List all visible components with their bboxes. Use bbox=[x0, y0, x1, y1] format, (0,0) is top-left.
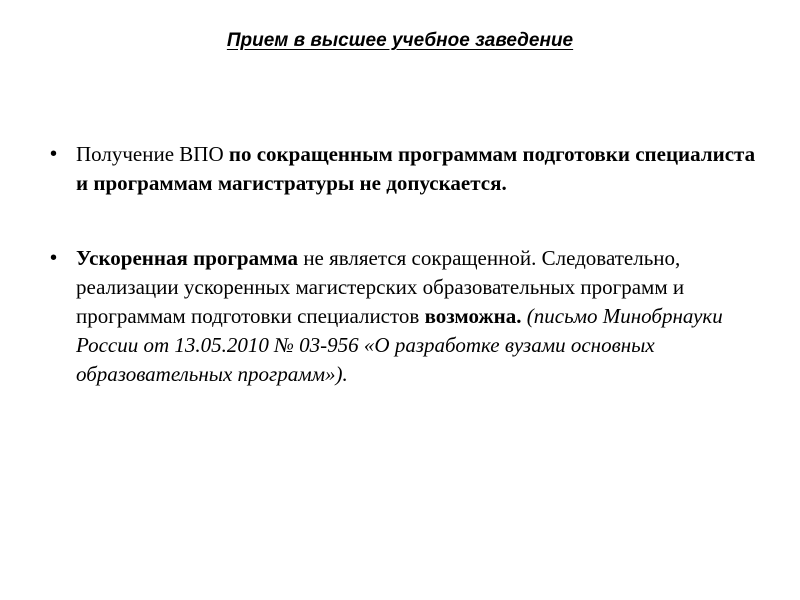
bullet2-italic-citation: (письмо Минобрнауки России от 13.05.2010 № 03-956 «О разработке вузами основных образовательных программ»). bbox=[76, 304, 723, 386]
bullet-dot-icon: • bbox=[50, 247, 58, 269]
bullet-item-accelerated-program bbox=[44, 244, 764, 389]
bullet-list bbox=[44, 140, 764, 389]
bullet1-normal-text: Получение ВПО bbox=[76, 142, 229, 166]
bullet-item-no-shortened-programs bbox=[44, 140, 764, 198]
bullet1-bold-text: по сокращенным программам подготовки специалиста и программам магистратуры не допускается. bbox=[76, 142, 756, 195]
slide-title: Прием в высшее учебное заведение bbox=[226, 30, 574, 51]
bullet2-bold-start-text: Ускоренная программа bbox=[76, 246, 299, 270]
bullet2-normal-text: не является сокращенной. Следовательно, реализации ускоренных магистерских образовательных программ и программам подготовки специалистов bbox=[76, 246, 685, 328]
bullet-dot-icon: • bbox=[50, 143, 58, 165]
bullet2-bold-end-text: возможна. bbox=[424, 304, 522, 328]
